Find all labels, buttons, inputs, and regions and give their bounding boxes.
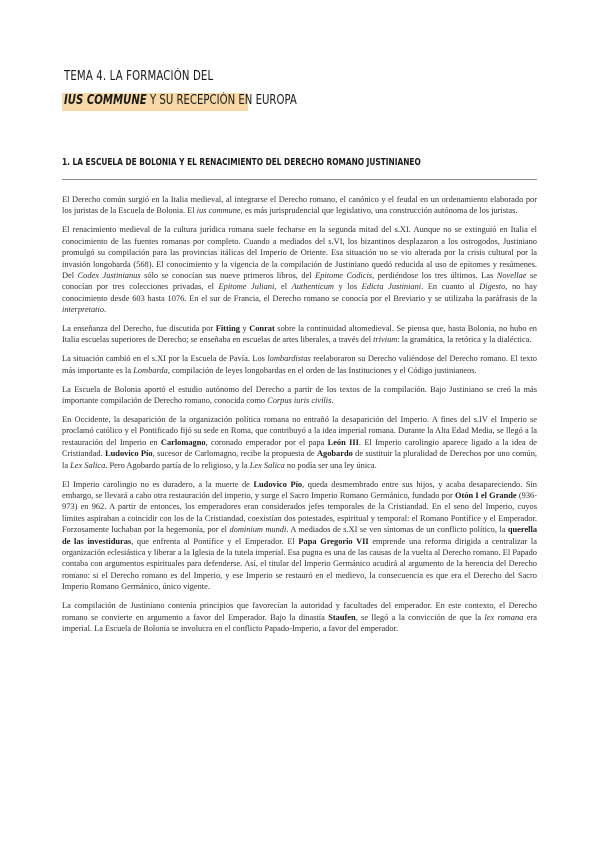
text-run: , queda desmembrado entre sus hijos, y acaba desapareciendo. Sin embargo, se llevará a cabo otra restauración del imperio, y surge el Sacro Imperio Romano Germánico, fundado por [62, 479, 537, 500]
text-run: : la gramática, la retórica y la dialéctica. [397, 335, 532, 345]
italic-term: Lex Salica [70, 460, 106, 470]
italic-term: lex romana [484, 612, 524, 622]
bold-term: Fitting [215, 324, 240, 334]
paragraph [62, 353, 537, 376]
text-run: En Occidente, la desaparición de la organización política romana no entrañó la desaparición del Imperio. A fines del s.IV el Imperio se proclamó católico y el Pontificado fijó su sede en Roma, que contribuyó a la idea imperial romana. Durante la Alta Edad Media, se llegó a la restauración del Imperio en [62, 415, 537, 447]
paragraph [62, 384, 537, 407]
text-run: El Derecho común surgió en la Italia medieval, al integrarse el Derecho romano, el canónico y el feudal en un ordenamiento elaborado por los juristas de la Escuela de Bolonia. El [62, 195, 537, 216]
italic-term: Lex Salica [249, 460, 285, 470]
bold-term: querella de las investiduras [62, 525, 538, 546]
text-run: sobre la continuidad altomedieval. Se piensa que, hasta Bolonia, no hubo en Italia escuelas superiores de Derecho; se enseñaba en escuelas de artes liberales, a través del [62, 324, 537, 345]
text-run: (936-973) en 962. A partir de entonces, los emperadores eran considerados jefes temporales de la Cristiandad. En el seno del Imperio, cuyos límites aspiraban a coincidir con los de la Cristiandad, coexistían dos potestades, espiritual y temporal: el Romano Pontífice y el Emperador. Forzosamente luchaban por la hegemonía, por el [62, 490, 538, 535]
text-run: , que enfrenta al Pontífice y el Emperador. El [131, 536, 299, 546]
bold-term: Ludovico Pío [253, 479, 303, 489]
text-run: , coronado emperador por el papa [205, 437, 328, 447]
italic-term: interpretatio [62, 305, 105, 315]
text-run: El Imperio carolingio no es duradero, a la muerte de [62, 479, 254, 489]
bold-term: Staufen [328, 612, 356, 622]
text-run: y [239, 324, 250, 334]
text-run: , sucesor de Carlomagno, recibe la propuesta de [152, 449, 317, 459]
text-run: La Escuela de Bolonia aportó el estudio autónomo del Derecho a partir de los textos de la compilación. Bajo Justiniano se creó la más importante compilación de Derecho romano, conocida como [62, 384, 537, 406]
text-run: , el [274, 282, 292, 292]
italic-term: Edicta Justiniani [361, 282, 422, 292]
text-run: , no hay conocimiento desde 603 hasta 1076. En el sur de Francia, el Derecho romano se conocía por el Breviario y se utilizaba la paráfrasis de la [62, 282, 538, 303]
text-run: . A mediados de s.XI se ven síntomas de un conflicto político, la [286, 525, 508, 535]
text-run: . [331, 396, 334, 406]
bold-term: Carlomagno [160, 437, 206, 447]
text-run: La situación cambió en el s.XI por la Escuela de Pavía. Los [62, 354, 268, 364]
text-run: no podía ser una ley única. [284, 460, 377, 470]
italic-term: Digesto [479, 282, 506, 292]
text-run: La enseñanza del Derecho, fue discutida por [62, 324, 216, 334]
italic-term: Lombarda [133, 365, 168, 375]
italic-term: dominium mundi [229, 525, 287, 535]
italic-term: Codex Justinianus [77, 270, 141, 280]
section-divider [62, 179, 537, 180]
text-run: de sustituir la pluralidad de Derechos por uno común, la [62, 449, 537, 470]
paragraph [62, 600, 537, 634]
text-run: sólo se conocían sus nueve primeros libros, del [140, 270, 316, 280]
bold-term: Conrat [249, 324, 275, 334]
bold-term: León III [327, 437, 359, 447]
italic-term: Epitome Codicis [315, 270, 373, 280]
italic-term: Novellae [496, 270, 527, 280]
italic-term: Epitome Juliani [218, 282, 275, 292]
chapter-title-strong: IUS COMMUNE [64, 93, 147, 108]
paragraph [62, 414, 537, 471]
chapter-title-line2 [64, 91, 297, 111]
text-run: . [104, 305, 107, 315]
text-run: reelaboraron su Derecho valiéndose del Derecho romano. El texto más importante es la [62, 354, 537, 375]
text-run: se conocían por tres colecciones privadas, el [62, 270, 537, 292]
text-run: era imperial. La Escuela de Bolonia se involucra en el conflicto Papado-Imperio, a favor del emperador. [62, 612, 537, 633]
chapter-title [64, 68, 297, 111]
paragraph [62, 224, 537, 315]
chapter-title-line2-wrap [64, 91, 297, 111]
text-run: . El Imperio carolingio aparece ligado a la idea de Cristiandad. [62, 437, 537, 459]
italic-term: trivium [373, 335, 398, 345]
text-run: . En cuanto al [421, 282, 480, 292]
paragraph [62, 323, 537, 346]
text-run: El renacimiento medieval de la cultura jurídica romana suele fecharse en la segunda mitad del s.XI. Aunque no se extinguió en Italia el conocimiento de las fuentes romanas por completo. Cuando a mediados del s.VI, los bizantinos desplazaron a los ostrogodos, Justiniano promulgó su compilación para las provincias itálicas del Imperio de Oriente. Esa situación no se vio alterada por la crisis cultural por la invasión longobarda (568). El conocimiento y la vigencia de la compilación de Justiniano quedó reducida al uso de epítomes y resúmenes. Del [62, 225, 537, 280]
bold-term: Papa Gregorio VII [298, 536, 369, 546]
italic-term: ius commune [196, 206, 241, 216]
italic-term: Corpus iuris civilis [267, 396, 332, 406]
chapter-title-line1: TEMA 4. LA FORMACIÓN DEL [64, 69, 214, 84]
paragraph [62, 194, 537, 217]
paragraph [62, 479, 537, 593]
bold-term: Otón I el Grande [455, 490, 517, 500]
text-run: La compilación de Justiniano contenía principios que favorecían la autoridad y facultades del emperador. En este contexto, el Derecho romano se convierte en argumento a favor del Emperador. Bajo la dinastía [62, 601, 537, 622]
section-heading: 1. LA ESCUELA DE BOLONIA Y EL RENACIMIENTO DEL DERECHO ROMANO JUSTINIANEO [62, 157, 421, 168]
chapter-title-rest: Y SU RECEPCIÓN EN EUROPA [146, 93, 297, 108]
body-text [62, 194, 537, 642]
text-run: . Pero Agobardo partía de lo religioso, y la [105, 460, 250, 470]
bold-term: Ludovico Pío [105, 449, 153, 459]
text-run: , se llegó a la convicción de que la [355, 612, 485, 622]
text-run: , perdiéndose los tres últimos. Las [372, 270, 497, 280]
italic-term: lombardistas [267, 354, 311, 364]
text-run: , compilación de leyes longobardas en el orden de las Instituciones y el Código justinianeos. [167, 365, 477, 375]
text-run: , es más jurisprudencial que legislativo, una construcción autónoma de los juristas. [240, 206, 518, 216]
text-run: emprende una reforma dirigida a centralizar la organización eclesiástica y liberar a la Iglesia de la tutela imperial. Esa pugna es una de las causas de la vuelta al Derecho romano. El Papado contaba con argumentos espirituales para defenderse. Así, el titular del Imperio Germánico acudirá al argumento de la herencia del Derecho romano: si el Derecho romano es del Imperio, y ese Imperio se restauró en el medievo, la consecuencia es que era el Derecho del Sacro Imperio Romano Germánico, único vigente. [62, 536, 537, 592]
bold-term: Agobardo [316, 449, 353, 459]
italic-term: Authenticum [291, 282, 334, 292]
text-run: y los [333, 282, 362, 292]
